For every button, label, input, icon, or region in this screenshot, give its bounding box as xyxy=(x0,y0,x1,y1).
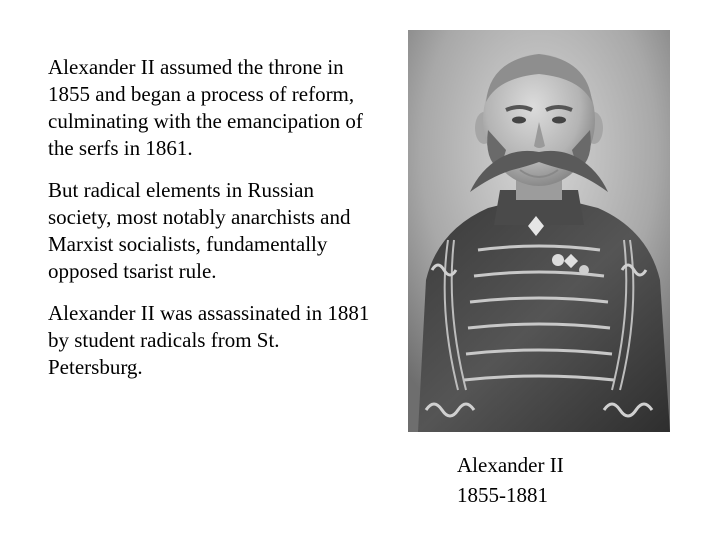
caption-name: Alexander II xyxy=(457,453,564,477)
paragraph-reign: Alexander II assumed the throne in 1855 and began a process of reform, culminating with the emancipation of the serfs in 1861. xyxy=(48,55,363,160)
body-text xyxy=(48,54,378,396)
paragraph-assassination: Alexander II was assassinated in 1881 by student radicals from St. Petersburg. xyxy=(48,301,370,379)
portrait-photo xyxy=(408,30,670,432)
caption-years: 1855-1881 xyxy=(457,483,548,507)
paragraph-opposition: But radical elements in Russian society, most notably anarchists and Marxist socialists, fundamentally opposed tsarist rule. xyxy=(48,178,351,283)
portrait-caption xyxy=(457,450,564,510)
